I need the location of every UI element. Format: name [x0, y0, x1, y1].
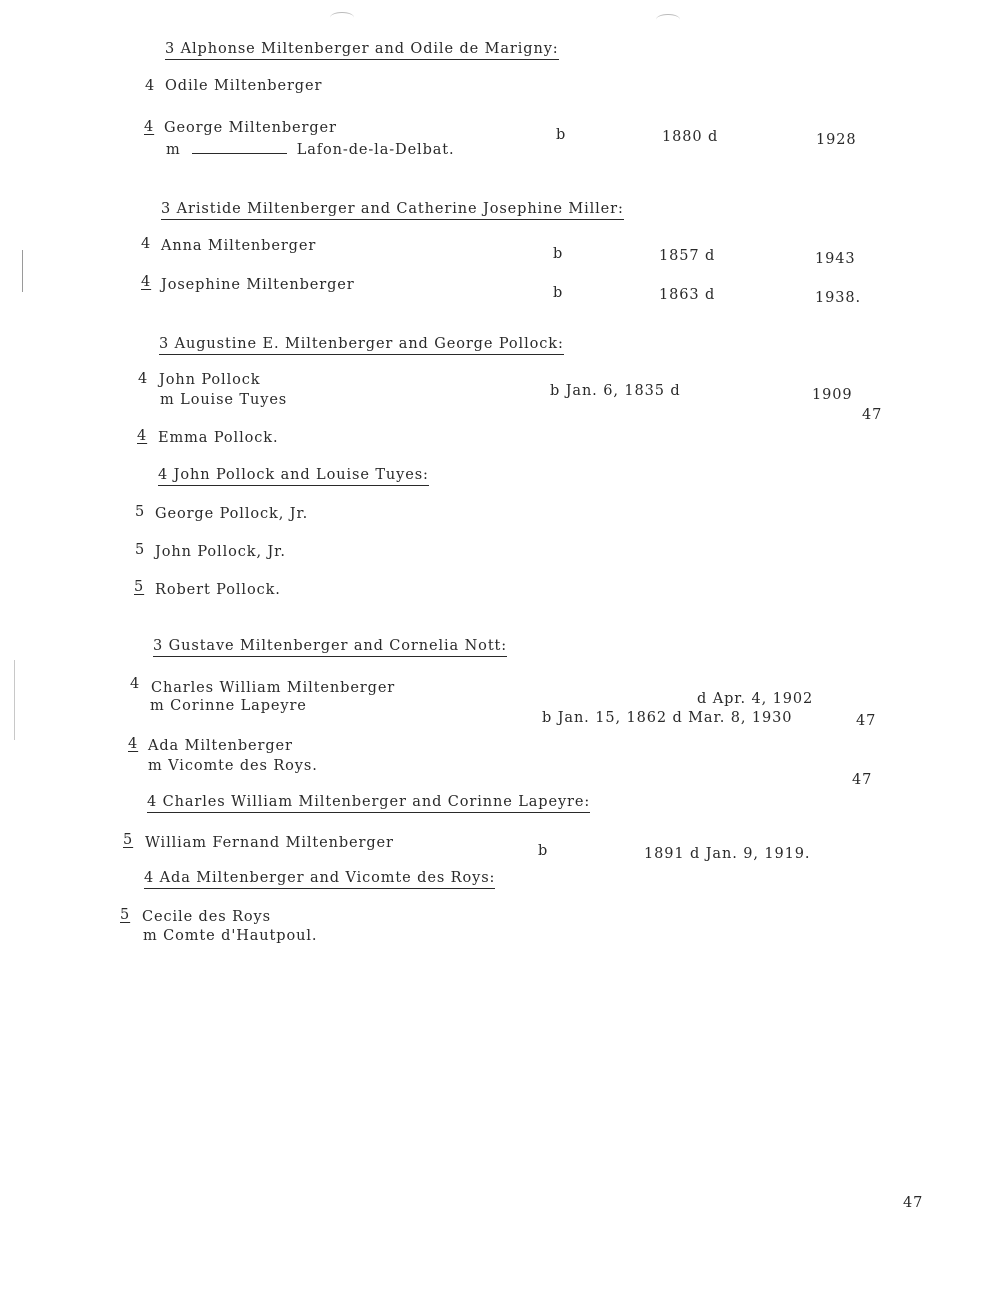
birth-date: 1863 d	[659, 287, 716, 303]
section-heading: 3 Alphonse Miltenberger and Odile de Marigny:	[165, 40, 559, 60]
section-heading: 3 Aristide Miltenberger and Catherine Josephine Miller:	[161, 200, 624, 220]
scan-mark	[330, 12, 354, 23]
birth-date: 1891 d Jan. 9, 1919.	[644, 846, 811, 862]
spouse-name: m Vicomte des Roys.	[148, 758, 318, 774]
birth-prefix: b	[553, 285, 564, 301]
spouse-name: m Corinne Lapeyre	[150, 698, 307, 714]
marriage-line	[166, 141, 455, 159]
blank-line	[192, 143, 287, 154]
section-heading: 3 Augustine E. Miltenberger and George Pollock:	[159, 335, 564, 355]
birth-date: 1857 d	[659, 248, 716, 264]
generation-number: 5	[120, 907, 131, 923]
person-name: George Pollock, Jr.	[155, 506, 309, 522]
person-name: Robert Pollock.	[155, 582, 281, 598]
person-name: John Pollock	[159, 372, 261, 388]
page-number: 47	[903, 1195, 924, 1211]
generation-number: 4	[138, 371, 149, 387]
death-date: 1938.	[815, 290, 862, 306]
generation-number: 4	[144, 119, 155, 135]
person-name: Charles William Miltenberger	[151, 680, 396, 696]
birth-date: 1880 d	[662, 129, 719, 145]
generation-number: 4	[141, 236, 152, 252]
generation-number: 5	[134, 579, 145, 595]
section-heading: 4 John Pollock and Louise Tuyes:	[158, 466, 429, 486]
scan-mark	[656, 14, 680, 25]
death-date: 1943	[815, 251, 856, 267]
birth-prefix: b	[538, 843, 549, 859]
birth-prefix: b	[556, 127, 567, 143]
person-name: Odile Miltenberger	[165, 78, 323, 94]
generation-number: 5	[123, 832, 134, 848]
generation-number: 4	[137, 428, 148, 444]
section-heading: 4 Charles William Miltenberger and Corinne Lapeyre:	[147, 793, 590, 813]
section-heading: 3 Gustave Miltenberger and Cornelia Nott:	[153, 637, 507, 657]
generation-number: 4	[141, 274, 152, 290]
person-name: Ada Miltenberger	[148, 738, 293, 754]
spouse-name: m Comte d'Hautpoul.	[143, 928, 318, 944]
person-name: Cecile des Roys	[142, 909, 271, 925]
person-name: George Miltenberger	[164, 120, 337, 136]
death-date: d Apr. 4, 1902	[697, 691, 814, 707]
death-date: 1928	[816, 132, 857, 148]
death-date: 1909	[812, 387, 853, 403]
birth-date: b Jan. 6, 1835 d	[550, 383, 681, 399]
person-name: William Fernand Miltenberger	[145, 835, 394, 851]
reference-number: 47	[852, 772, 873, 788]
person-name: Anna Miltenberger	[161, 238, 317, 254]
generation-number: 5	[135, 542, 146, 558]
scan-mark	[14, 660, 15, 740]
generation-number: 4	[128, 736, 139, 752]
person-name: Josephine Miltenberger	[161, 277, 355, 293]
person-name: Emma Pollock.	[158, 430, 279, 446]
reference-number: 47	[856, 713, 877, 729]
married-prefix: m	[166, 142, 181, 158]
reference-number: 47	[862, 407, 883, 423]
generation-number: 4	[130, 676, 141, 692]
person-name: John Pollock, Jr.	[155, 544, 286, 560]
scan-mark	[22, 250, 23, 292]
spouse-name: m Louise Tuyes	[160, 392, 288, 408]
birth-date: b Jan. 15, 1862 d Mar. 8, 1930	[542, 710, 793, 726]
generation-number: 4	[145, 78, 156, 94]
generation-number: 5	[135, 504, 146, 520]
section-heading: 4 Ada Miltenberger and Vicomte des Roys:	[144, 869, 495, 889]
spouse-name: Lafon-de-la-Delbat.	[296, 142, 455, 158]
birth-prefix: b	[553, 246, 564, 262]
